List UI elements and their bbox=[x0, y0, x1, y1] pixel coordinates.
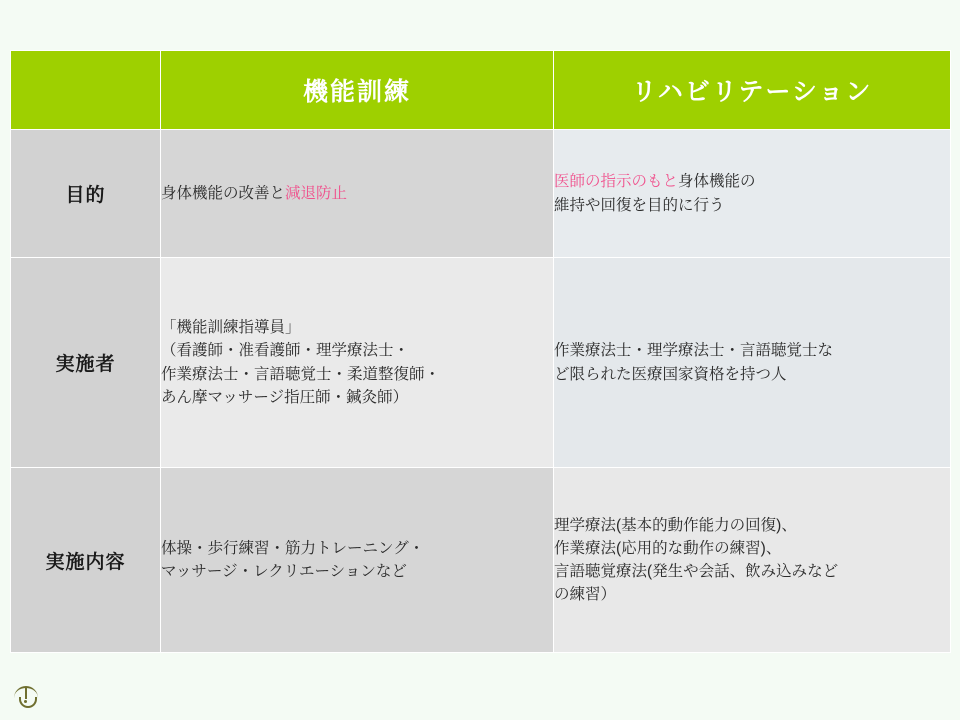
cell-content-kinou bbox=[161, 468, 554, 653]
cell-text-line: 体操・歩行練習・筋力トレーニング・ bbox=[161, 539, 425, 557]
table-row bbox=[11, 258, 951, 468]
cell-text-line: 言語聴覚療法(発生や会話、飲み込みなど bbox=[554, 563, 839, 580]
cell-provider-kinou bbox=[161, 258, 554, 468]
cell-purpose-rehab bbox=[554, 130, 951, 258]
cell-text-line: の練習） bbox=[554, 586, 617, 604]
cell-fragment-highlight: 医師の指示のもと bbox=[554, 173, 679, 191]
cell-text-line: 維持や回復を目的に行う bbox=[554, 196, 725, 214]
logo-dot bbox=[24, 700, 27, 703]
cell-text-line: 「機能訓練指導員」 bbox=[161, 319, 301, 336]
cell-provider-rehab bbox=[554, 258, 951, 468]
row-label-provider: 実施者 bbox=[11, 258, 161, 468]
cell-text-line: 理学療法(基本的動作能力の回復)、 bbox=[554, 516, 797, 534]
header-column-1: 機能訓練 bbox=[161, 51, 554, 130]
cell-text-line: 作業療法士・理学療法士・言語聴覚士な bbox=[554, 342, 834, 360]
cell-text-line bbox=[554, 170, 950, 193]
header-corner-blank bbox=[11, 51, 161, 130]
cell-text-line: ど限られた医療国家資格を持つ人 bbox=[554, 365, 787, 383]
cell-fragment: 身体機能の bbox=[678, 173, 756, 191]
cell-text-line: （看護師・准看護師・理学療法士・ bbox=[161, 342, 410, 360]
table-header-row bbox=[11, 51, 951, 130]
row-label-content: 実施内容 bbox=[11, 468, 161, 653]
cell-text-line: あん摩マッサージ指圧師・鍼灸師） bbox=[161, 388, 409, 406]
comparison-table bbox=[10, 50, 951, 653]
cell-text-line bbox=[161, 182, 553, 205]
table-row bbox=[11, 130, 951, 258]
cell-content-rehab bbox=[554, 468, 951, 653]
cell-purpose-kinou bbox=[161, 130, 554, 258]
lamp-logo-icon bbox=[12, 684, 42, 712]
header-column-2: リハビリテーション bbox=[554, 51, 951, 130]
cell-text-line: マッサージ・レクリエーションなど bbox=[161, 563, 407, 580]
cell-fragment-highlight: 減退防止 bbox=[285, 184, 348, 202]
cell-fragment: 身体機能の改善と bbox=[161, 184, 286, 202]
logo-bowl bbox=[19, 697, 37, 708]
cell-text-line: 作業療法士・言語聴覚士・柔道整復師・ bbox=[161, 365, 441, 383]
row-label-purpose: 目的 bbox=[11, 130, 161, 258]
table-row bbox=[11, 468, 951, 653]
cell-text-line: 作業療法(応用的な動作の練習)、 bbox=[554, 539, 782, 557]
